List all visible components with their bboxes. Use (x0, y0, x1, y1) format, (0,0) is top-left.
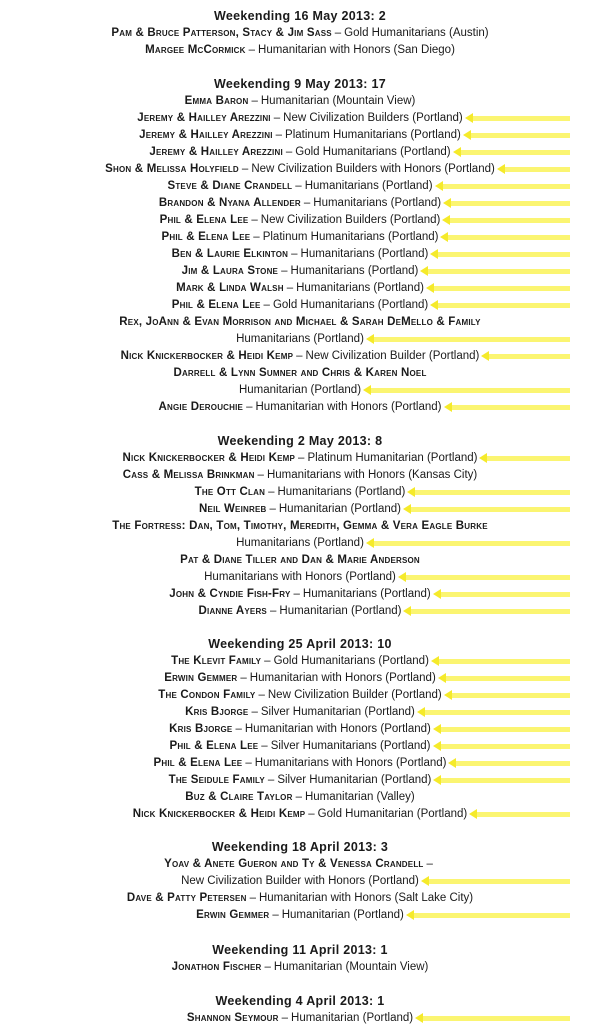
donor-name: Phil & Elena Lee (171, 299, 261, 311)
left-arrow-icon (444, 404, 571, 411)
donor-entry (0, 348, 600, 365)
donor-entry (0, 263, 600, 280)
donor-entry (0, 806, 600, 823)
donor-entry (0, 178, 600, 195)
entry-text (204, 571, 396, 583)
award-description: Humanitarian (Portland) (281, 909, 404, 921)
entry-text (172, 299, 429, 311)
award-description: Humanitarian (Mountain View) (273, 961, 429, 973)
donor-entry (0, 195, 600, 212)
week-section (0, 8, 600, 59)
donor-entry (0, 586, 600, 603)
award-description: Platinum Humanitarian (Portland) (307, 452, 478, 464)
donor-name: Dave & Patty Petersen (126, 892, 247, 904)
award-description: Humanitarians (Portland) (300, 248, 429, 260)
donor-name: Kris Bjorge (169, 723, 233, 735)
entry-text (159, 401, 442, 413)
left-arrow-icon (481, 353, 570, 360)
week-heading: Weekending 11 April 2013: 1 (212, 943, 388, 957)
donor-entry (0, 738, 600, 755)
donor-name: Phil & Elena Lee (153, 757, 243, 769)
donor-entry (0, 721, 600, 738)
dash-separator: – (272, 909, 279, 921)
award-description: Gold Humanitarians (Portland) (272, 299, 429, 311)
dash-separator: – (296, 350, 303, 362)
donor-name: Jeremy & Hailley Arezzini (149, 146, 283, 158)
week-heading: Weekending 2 May 2013: 8 (217, 434, 383, 448)
dash-separator: – (334, 27, 342, 39)
donor-name: The Klevit Family (171, 655, 262, 667)
dash-separator: – (298, 452, 305, 464)
dash-separator: – (246, 401, 253, 413)
donor-name: Neil Weinreb (199, 503, 267, 515)
entry-text (119, 316, 480, 328)
award-description: Humanitarians with Honors (Portland) (254, 757, 447, 769)
donor-entry (0, 382, 600, 399)
dash-separator: – (257, 469, 264, 481)
left-arrow-icon (406, 912, 570, 919)
entry-text (121, 350, 480, 362)
left-arrow-icon (415, 1015, 570, 1022)
entry-text (167, 180, 432, 192)
left-arrow-icon (433, 591, 570, 598)
left-arrow-icon (438, 675, 570, 682)
left-arrow-icon (453, 149, 570, 156)
entry-text (164, 858, 436, 870)
donor-name: Angie Derouchie (158, 401, 244, 413)
entry-text (137, 112, 462, 124)
left-arrow-icon (433, 743, 571, 750)
left-arrow-icon (463, 132, 570, 139)
left-arrow-icon (465, 115, 570, 122)
dash-separator: – (248, 44, 256, 56)
donor-entry (0, 246, 600, 263)
award-description: Humanitarian with Honors (Portland) (255, 401, 442, 413)
donor-entry (0, 755, 600, 772)
dash-separator: – (285, 146, 293, 158)
left-arrow-icon (444, 692, 570, 699)
entry-text (111, 27, 488, 39)
award-description: Gold Humanitarians (Portland) (295, 146, 451, 158)
dash-separator: – (273, 112, 281, 124)
entry-text (169, 588, 431, 600)
donor-entry (0, 365, 600, 382)
dash-separator: – (251, 214, 258, 226)
donor-name: Dianne Ayers (198, 605, 267, 617)
entry-text (182, 265, 419, 277)
award-description: Humanitarians with Honors (Kansas City) (266, 469, 478, 481)
donor-entry (0, 467, 600, 484)
left-arrow-icon (433, 726, 570, 733)
donor-entry (0, 856, 600, 873)
left-arrow-icon (430, 251, 570, 258)
left-arrow-icon (497, 166, 570, 173)
dash-separator: – (264, 961, 271, 973)
dash-separator: – (245, 757, 252, 769)
entry-text (199, 503, 401, 515)
week-heading: Weekending 18 April 2013: 3 (211, 840, 389, 854)
donor-name: The Ott Clan (194, 486, 266, 498)
donor-name: Erwin Gemmer (196, 909, 270, 921)
week-section (0, 433, 600, 620)
donor-name: Cass & Melissa Brinkman (122, 469, 255, 481)
entry-text (172, 248, 429, 260)
dash-separator: – (293, 588, 300, 600)
award-description: Gold Humanitarians (Portland) (273, 655, 429, 667)
left-arrow-icon (407, 489, 570, 496)
dash-separator: – (261, 740, 268, 752)
award-description: Humanitarian (Mountain View) (260, 95, 416, 107)
dash-separator: – (263, 299, 270, 311)
entry-text (164, 672, 436, 684)
donor-entry (0, 552, 600, 569)
entry-text (159, 197, 441, 209)
entry-text (169, 723, 431, 735)
donor-name: Darrell & Lynn Sumner and Chris & Karen Noel (173, 367, 427, 379)
award-description: Humanitarians (Portland) (313, 197, 442, 209)
award-description: Platinum Humanitarians (Portland) (262, 231, 439, 243)
donor-name: Steve & Diane Crandell (167, 180, 293, 192)
donor-entry (0, 229, 600, 246)
award-description: Humanitarians (Portland) (236, 537, 364, 549)
entry-text (172, 961, 429, 973)
dash-separator: – (240, 672, 247, 684)
left-arrow-icon (363, 387, 570, 394)
entry-text (162, 231, 439, 243)
left-arrow-icon (430, 302, 570, 309)
donor-name: Emma Baron (184, 95, 249, 107)
donor-entry (0, 399, 600, 416)
donor-name: The Fortress: Dan, Tom, Timothy, Meredith, Gemma & Vera Eagle Burke (112, 520, 488, 532)
donor-name: Margee McCormick (145, 44, 246, 56)
entry-text (171, 655, 429, 667)
entry-text (127, 892, 473, 904)
donor-name: Phil & Elena Lee (161, 231, 251, 243)
left-arrow-icon (398, 574, 570, 581)
entry-text (195, 486, 406, 498)
entry-text (196, 909, 404, 921)
donor-entry (0, 890, 600, 907)
award-description: Humanitarian with Honors (Portland) (244, 723, 431, 735)
award-description: Humanitarian with Honors (Salt Lake City) (258, 892, 474, 904)
entry-text (236, 537, 364, 549)
award-description: Humanitarian (Portland) (291, 1012, 414, 1024)
dash-separator: – (295, 791, 302, 803)
entry-text (123, 469, 477, 481)
dash-separator: – (291, 248, 298, 260)
dash-separator: – (251, 706, 258, 718)
donor-entry (0, 653, 600, 670)
donor-name: Shannon Seymour (186, 1012, 279, 1024)
donor-name: Nick Knickerbocker & Heidi Kemp (120, 350, 294, 362)
left-arrow-icon (366, 540, 570, 547)
award-description: Humanitarian with Honors (Portland) (249, 672, 436, 684)
donor-entry (0, 704, 600, 721)
entry-text (160, 214, 441, 226)
donor-entry (0, 518, 600, 535)
donor-entry (0, 789, 600, 806)
entry-text (185, 791, 414, 803)
award-description: New Civilization Builder with Honors (Portland) (181, 875, 419, 887)
week-heading: Weekending 25 April 2013: 10 (208, 637, 392, 651)
left-arrow-icon (431, 658, 570, 665)
award-description: Humanitarian with Honors (San Diego) (258, 44, 455, 56)
donor-entry (0, 42, 600, 59)
award-description: Humanitarian (Portland) (278, 503, 401, 515)
donor-name: Jonathon Fischer (171, 961, 262, 973)
week-heading: Weekending 9 May 2013: 17 (214, 77, 386, 91)
donor-entry (0, 501, 600, 518)
donor-entry (0, 535, 600, 552)
entry-text (173, 367, 426, 379)
dash-separator: – (268, 486, 275, 498)
donor-entry (0, 212, 600, 229)
week-heading: Weekending 16 May 2013: 2 (214, 9, 386, 23)
donor-name: Rex, JoAnn & Evan Morrison and Michael & Sarah DeMello & Family (119, 316, 481, 328)
donor-entry (0, 161, 600, 178)
week-section (0, 636, 600, 823)
entry-text (185, 706, 415, 718)
left-arrow-icon (469, 811, 570, 818)
donor-entry (0, 1010, 600, 1027)
donor-name: Phil & Elena Lee (159, 214, 249, 226)
left-arrow-icon (440, 234, 570, 241)
entry-text (105, 163, 495, 175)
donor-name: John & Cyndie Fish-Fry (169, 588, 291, 600)
entry-text (158, 689, 441, 701)
dash-separator: – (303, 197, 311, 209)
left-arrow-icon (426, 285, 570, 292)
left-arrow-icon (448, 760, 570, 767)
week-heading: Weekending 4 April 2013: 1 (215, 994, 385, 1008)
award-description: Silver Humanitarians (Portland) (270, 740, 431, 752)
entry-text (170, 740, 431, 752)
left-arrow-icon (366, 336, 570, 343)
award-description: Silver Humanitarian (Portland) (277, 774, 432, 786)
donor-name: Brandon & Nyana Allender (158, 197, 301, 209)
donor-name: Pat & Diane Tiller and Dan & Marie Anderson (180, 554, 420, 566)
donor-name: Jim & Laura Stone (181, 265, 279, 277)
award-description: Humanitarian (Valley) (304, 791, 415, 803)
entry-text (154, 757, 447, 769)
dash-separator: – (281, 265, 288, 277)
left-arrow-icon (403, 506, 570, 513)
left-arrow-icon (442, 217, 570, 224)
donor-name: Erwin Gemmer (164, 672, 238, 684)
donor-entry (0, 93, 600, 110)
donor-name: Jeremy & Hailley Arezzini (139, 129, 273, 141)
entry-text (112, 520, 488, 532)
donor-entry (0, 331, 600, 348)
entry-text (133, 808, 468, 820)
donor-name: Phil & Elena Lee (169, 740, 259, 752)
donor-entry (0, 314, 600, 331)
dash-separator: – (264, 655, 271, 667)
entry-text (145, 44, 455, 56)
entry-text (185, 95, 416, 107)
award-description: Silver Humanitarian (Portland) (260, 706, 415, 718)
dash-separator: – (267, 774, 275, 786)
award-description: New Civilization Builders (Portland) (283, 112, 463, 124)
left-arrow-icon (403, 608, 570, 615)
dash-separator: – (295, 180, 302, 192)
entry-text (123, 452, 478, 464)
donor-name: Kris Bjorge (185, 706, 249, 718)
dash-separator: – (269, 503, 276, 515)
award-description: Gold Humanitarian (Portland) (317, 808, 468, 820)
donor-name: Nick Knickerbocker & Heidi Kemp (132, 808, 306, 820)
award-description: New Civilization Builders with Honors (Portland) (251, 163, 495, 175)
donor-entry (0, 687, 600, 704)
left-arrow-icon (435, 183, 570, 190)
entry-text (187, 1012, 413, 1024)
award-description: Humanitarian (Portland) (279, 605, 402, 617)
week-section (0, 993, 600, 1027)
left-arrow-icon (420, 268, 570, 275)
donor-entry (0, 959, 600, 976)
donor-entry (0, 670, 600, 687)
award-description: Humanitarians (Portland) (304, 180, 433, 192)
donor-name: Mark & Linda Walsh (176, 282, 284, 294)
donor-entry (0, 873, 600, 890)
dash-separator: – (253, 231, 260, 243)
award-description: New Civilization Builder (Portland) (267, 689, 442, 701)
donor-entry (0, 603, 600, 620)
award-description: New Civilization Builders (Portland) (260, 214, 441, 226)
donor-name: Buz & Claire Taylor (185, 791, 293, 803)
left-arrow-icon (433, 777, 570, 784)
award-description: Platinum Humanitarians (Portland) (285, 129, 461, 141)
week-section (0, 942, 600, 976)
donor-entry (0, 297, 600, 314)
donor-name: Jeremy & Hailley Arezzini (137, 112, 271, 124)
entry-text (149, 146, 450, 158)
donor-name: Yoav & Anete Gueron and Ty & Venessa Crandell (164, 858, 424, 870)
donor-entry (0, 772, 600, 789)
donor-name: Nick Knickerbocker & Heidi Kemp (122, 452, 296, 464)
dash-separator: – (235, 723, 242, 735)
dash-separator: – (308, 808, 315, 820)
left-arrow-icon (443, 200, 570, 207)
donor-entry (0, 280, 600, 297)
award-description: Gold Humanitarians (Austin) (344, 27, 489, 39)
dash-separator: – (258, 689, 265, 701)
award-description: Humanitarians (Portland) (290, 265, 419, 277)
entry-text (239, 384, 361, 396)
award-description: Humanitarians (Portland) (302, 588, 431, 600)
donor-name: Shon & Melissa Holyfield (105, 163, 239, 175)
award-description: Humanitarians (Portland) (236, 333, 364, 345)
dash-separator: – (241, 163, 249, 175)
left-arrow-icon (479, 455, 570, 462)
dash-separator: – (281, 1012, 289, 1024)
donor-entry (0, 569, 600, 586)
dash-separator: – (275, 129, 283, 141)
dash-separator: – (249, 892, 256, 904)
entry-text (169, 774, 432, 786)
dash-separator: – (251, 95, 258, 107)
donor-name: Ben & Laurie Elkinton (171, 248, 289, 260)
donor-entry (0, 127, 600, 144)
donor-entry (0, 907, 600, 924)
award-description: Humanitarians with Honors (Portland) (204, 571, 396, 583)
entry-text (236, 333, 364, 345)
left-arrow-icon (417, 709, 570, 716)
entry-text (180, 554, 420, 566)
award-description: Humanitarian (Portland) (238, 384, 362, 396)
week-section (0, 839, 600, 924)
dash-separator: – (286, 282, 294, 294)
award-description: Humanitarians (Portland) (277, 486, 406, 498)
entry-text (181, 875, 419, 887)
donor-entry (0, 484, 600, 501)
entry-text (139, 129, 461, 141)
donor-entry (0, 144, 600, 161)
dash-separator: – (269, 605, 277, 617)
donor-entry (0, 110, 600, 127)
donor-name: The Seidule Family (168, 774, 265, 786)
week-section (0, 76, 600, 416)
donor-name: The Condon Family (158, 689, 256, 701)
donor-entry (0, 450, 600, 467)
award-description: New Civilization Builder (Portland) (305, 350, 480, 362)
award-description: Humanitarians (Portland) (296, 282, 424, 294)
left-arrow-icon (421, 878, 570, 885)
entry-text (176, 282, 424, 294)
dash-separator: – (426, 858, 433, 870)
donor-name: Pam & Bruce Patterson, Stacy & Jim Sass (111, 27, 332, 39)
entry-text (199, 605, 402, 617)
donor-entry (0, 25, 600, 42)
